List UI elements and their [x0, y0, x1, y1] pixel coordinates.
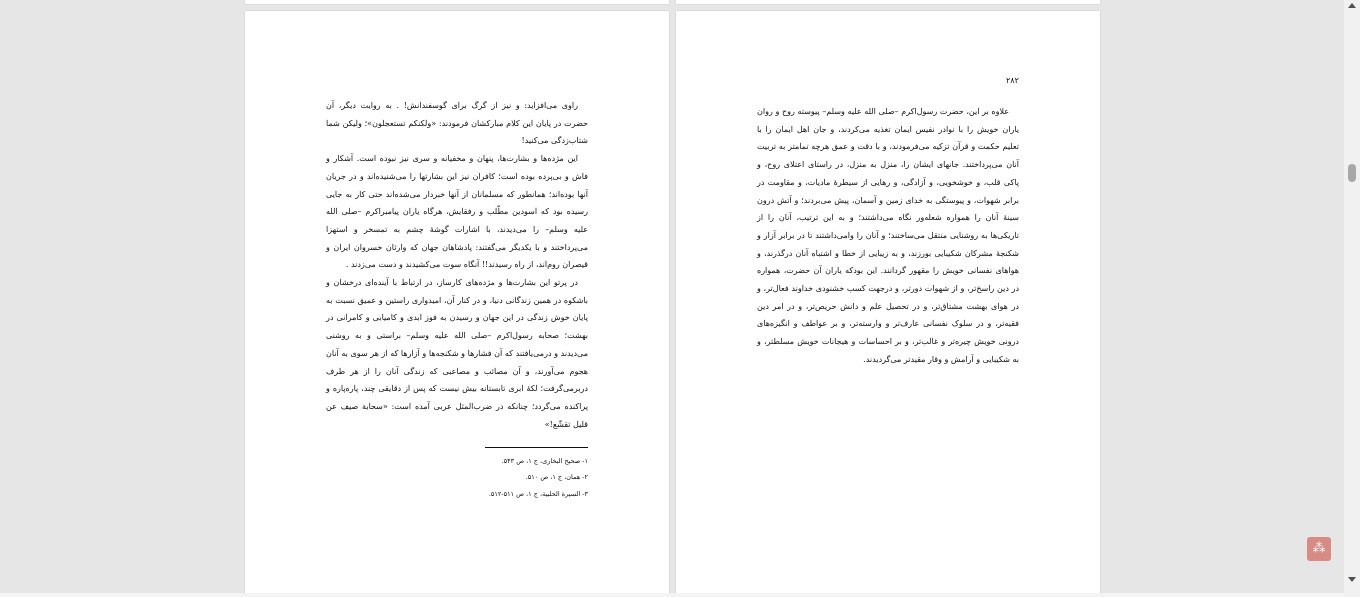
footnote-1: ۱- صحیح البخاری، ج ۱، ص ۵۴۳.: [501, 457, 588, 465]
scrollbar-thumb[interactable]: [1348, 164, 1356, 182]
left-page-body: [326, 97, 588, 433]
left-paragraph-3: در پرتو این بشارت‌ها و مژده‌های کارساز، در ارتباط با آینده‌ای درخشان و باشکوه در همین زندگانی دنیا، و در کنار آن، امیدواری راستین و عمیق نسبت به پایان خوش زندگی در این جهان و رسیدن به فوز ابدی و کامیابی و کامرانی در بهشت؛ صحابه رسول‌اکرم –صلی الله علیه وسلم– براستی و به روشنی می‌دیدند و درمی‌یافتند که آن فشارها و شکنجه‌ها و آزارها که از هر سوی به آنان هجوم می‌آورند، و آن مصائب و مصاعبی که زندگی آنان را از هر طرف دربرمی‌گرفت؛ لکهٔ ابری تابستانه بیش نیست که پس از دقایقی چند، پاره‌پاره و پراکنده می‌گردد؛ چنانکه در ضرب‌المثل عربی آمده است: «سحابة صیف عن قلیل تقشّع!»: [326, 278, 588, 429]
viewer-bottom-edge: [0, 593, 1344, 597]
right-paragraph-1: علاوه بر این، حضرت رسول‌اکرم –صلی الله علیه وسلم– پیوسته روح و روان یاران خویش را با نوادر نفیس ایمان تغذیه می‌کردند، و جان اهل ایمان را با تعلیم حکمت و قرآن تزکیه می‌فرمودند، و با دقت و عمق هرچه تمامتر به تربیت آنان می‌پرداختند. جانهای ایشان را، منزل به منزل، در راستای اعتلای روح، و پاکی قلب، و خوشخویی، و آزادگی، و رهایی از سیطرهٔ مادیات، و مقاومت در برابر شهوات، و پیوستگی به خدای زمین و آسمان، پیش می‌بردند؛ و آتش درون سینهٔ آنان را همواره شعله‌ور نگاه می‌داشتند؛ و به این ترتیب، آنان را از تاریکی‌ها به روشنایی منتقل می‌ساختند؛ و آنان را وامی‌داشتند تا در برابر آزار و شکنجهٔ مشرکان شکیبایی بورزند، و به زیبایی از خطا و اشتباه آنان درگذرند، و هواهای نفسانی خویش را مقهور گردانند. این بودکه یاران آن حضرت، همواره در دین راسخ‌تر، و از شهوات دورتر، و درجهت کسب خشنودی خداوند فعال‌تر، و در هوای بهشت مشتاق‌تر، و در تحصیل علم و دانش حریص‌تر، و در امر دین فقیه‌تر، و در سلوک نفسانی عارف‌تر و وارسته‌تر، و بر عواطف و انگیزه‌های درونی خویش چیره‌تر و غالب‌تر، و بر احساسات و هیجانات خویش مسلطتر، و به شکیبایی و آرامش و وقار مقیدتر می‌گردیدند.: [757, 107, 1019, 364]
right-page-body: [757, 103, 1019, 369]
left-paragraph-2: این مژده‌ها و بشارت‌ها، پنهان و مخفیانه و سری نیز نبوده است. آشکار و فاش و بی‌پرده بوده است؛ کافران نیز این بشارتها را می‌شنیده‌اند و در جریان آنها بوده‌اند؛ همانطور که مسلمانان از آنها خبردار می‌شده‌اند حتی کار به جایی رسیده بود که اسودین مطّلب و رفقایش، هرگاه یاران پیامبراکرم –صلی الله علیه وسلم– را می‌دیدند، با اشارات گوشهٔ چشم به تمسخر و استهزا می‌پرداختند و با یکدیگر می‌گفتند: پادشاهان جهان که وارثان خسروان ایران و قیصران روم‌اند، از راه رسیدند!! آنگاه سوت می‌کشیدند و دست می‌زدند .: [326, 154, 588, 270]
footnote-divider: [485, 447, 588, 448]
footnote-2: ۲- همان، ج ۱، ص ۵۱۰.: [525, 473, 588, 482]
footnote-3: ۳- السیرة الحلبیة، ج ۱، ص ۵۱۱-۵۱۲.: [488, 489, 588, 498]
scroll-up-arrow-icon[interactable]: [1348, 3, 1356, 8]
document-page-left: [245, 11, 669, 593]
previous-page-right-edge: [676, 0, 1100, 4]
left-paragraph-1: راوی می‌افزاید: و نیز از گرگ برای گوسفندانش! . به روایت دیگر، آن حضرت در پایان این کلام مبارکشان فرمودند: «ولکنکم تستعجلون»؛ ولیکن شما شتاب‌زدگی می‌کنید!: [326, 101, 588, 146]
document-page-right: [676, 11, 1100, 593]
vertical-scrollbar[interactable]: [1344, 0, 1360, 597]
previous-page-left-edge: [245, 0, 669, 4]
scroll-down-arrow-icon[interactable]: [1348, 577, 1356, 582]
page-number: ۲۸۲: [1006, 76, 1019, 85]
pdf-icon[interactable]: ⁂: [1307, 537, 1331, 561]
pdf-viewer[interactable]: [3, 0, 1344, 593]
footnotes: [425, 453, 588, 502]
